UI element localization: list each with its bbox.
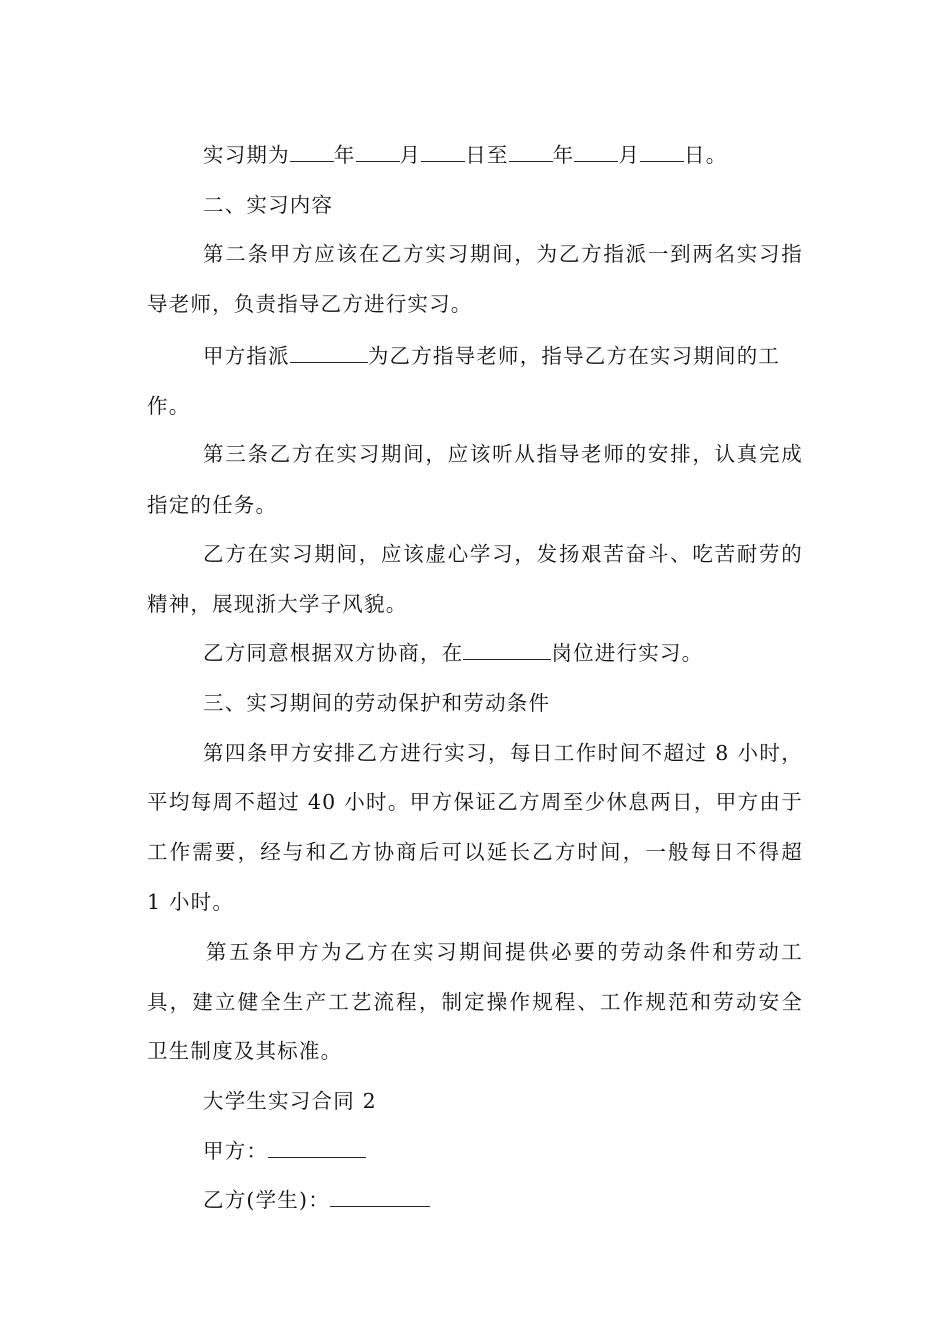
text: 岗位进行实习。	[551, 641, 704, 665]
day-blank[interactable]	[421, 145, 465, 162]
party-b-label: 乙方(学生)：	[203, 1188, 330, 1212]
text: 甲方指派	[203, 344, 290, 368]
party-b-line	[203, 1183, 430, 1213]
party-b-blank[interactable]	[330, 1190, 430, 1207]
internship-period-line	[203, 138, 727, 168]
party-a-blank[interactable]	[268, 1141, 366, 1158]
position-line	[203, 636, 703, 666]
paragraph-line: 乙方在实习期间，应该虚心学习，发扬艰苦奋斗、吃苦耐劳的	[203, 542, 803, 566]
paragraph-line: 卫生制度及其标准。	[147, 1039, 343, 1063]
position-blank[interactable]	[463, 643, 551, 660]
party-a-label: 甲方：	[203, 1139, 269, 1163]
section-heading: 三、实习期间的劳动保护和劳动条件	[203, 691, 551, 715]
day-blank[interactable]	[640, 145, 684, 162]
paragraph-line: 指定的任务。	[147, 493, 278, 517]
paragraph-line: 平均每周不超过 40 小时。甲方保证乙方周至少休息两日，甲方由于	[147, 790, 803, 814]
text: 年	[333, 143, 356, 167]
paragraph-line: 导老师，负责指导乙方进行实习。	[147, 292, 473, 316]
text: 月	[399, 143, 422, 167]
paragraph-line: 具，建立健全生产工艺流程，制定操作规程、工作规范和劳动安全	[147, 990, 803, 1014]
paragraph-line: 作。	[147, 394, 191, 418]
paragraph-line: 精神，展现浙大学子风貌。	[147, 592, 408, 616]
paragraph-line: 第二条甲方应该在乙方实习期间，为乙方指派一到两名实习指	[203, 242, 803, 266]
contract-title: 大学生实习合同 2	[203, 1089, 377, 1113]
text: 日至	[465, 143, 509, 167]
paragraph-line: 第三条乙方在实习期间，应该听从指导老师的安排，认真完成	[203, 442, 803, 466]
section-heading: 二、实习内容	[203, 193, 334, 217]
year-blank[interactable]	[509, 145, 553, 162]
paragraph-line: 工作需要，经与和乙方协商后可以延长乙方时间，一般每日不得超	[147, 840, 803, 864]
text: 乙方同意根据双方协商，在	[203, 641, 464, 665]
text: 实习期为	[203, 143, 290, 167]
text: 月	[618, 143, 641, 167]
party-a-line	[203, 1134, 366, 1164]
paragraph-line: 1 小时。	[147, 890, 235, 914]
month-blank[interactable]	[356, 145, 400, 162]
paragraph-line: 第五条甲方为乙方在实习期间提供必要的劳动条件和劳动工	[206, 940, 803, 964]
paragraph-line: 第四条甲方安排乙方进行实习，每日工作时间不超过 8 小时，	[203, 741, 803, 765]
supervisor-blank[interactable]	[290, 346, 368, 363]
text: 为乙方指导老师，指导乙方在实习期间的工	[367, 344, 781, 368]
text: 年	[552, 143, 575, 167]
year-blank[interactable]	[290, 145, 334, 162]
month-blank[interactable]	[574, 145, 618, 162]
supervisor-line	[203, 339, 780, 369]
text: 日。	[684, 143, 728, 167]
